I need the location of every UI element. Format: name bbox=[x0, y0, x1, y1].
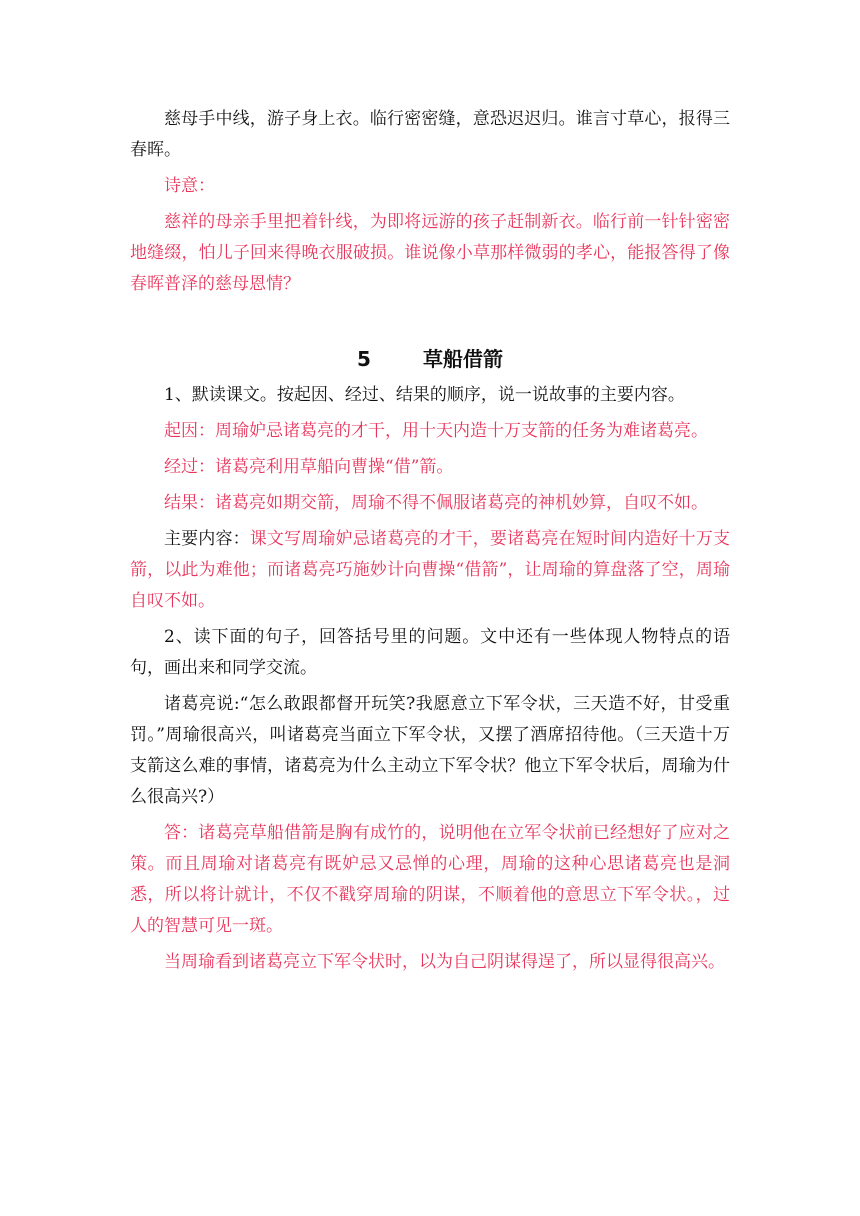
quote-passage: 诸葛亮说:“怎么敢跟都督开玩笑?我愿意立下军令状，三天造不好，甘受重罚。”周瑜很高兴，叫诸葛亮当面立下军令状，又摆了酒席招待他。（三天造十万支箭这么难的事情，诸葛亮为什么主动立下军令状？他立下军令状后，周瑜为什么很高兴?） bbox=[130, 694, 730, 807]
poem-meaning: 慈祥的母亲手里把着针线，为即将远游的孩子赶制新衣。临行前一针针密密地缝缀，怕儿子回来得晚衣服破损。谁说像小草那样微弱的孝心，能报答得了像春晖普泽的慈母恩情？ bbox=[130, 212, 730, 294]
poem-meaning-label: 诗意： bbox=[164, 176, 215, 196]
answer-result: 结果：诸葛亮如期交箭，周瑜不得不佩服诸葛亮的神机妙算，自叹不如。 bbox=[164, 493, 708, 513]
main-content-text: 课文写周瑜妒忌诸葛亮的才干，要诸葛亮在短时间内造好十万支箭，以此为难他；而诸葛亮巧施妙计向曹操“借箭”，让周瑜的算盘落了空，周瑜自叹不如。 bbox=[130, 529, 730, 611]
answer-2-continued: 当周瑜看到诸葛亮立下军令状时，以为自己阴谋得逞了，所以显得很高兴。 bbox=[164, 952, 725, 972]
answer-2: 答：诸葛亮草船借箭是胸有成竹的，说明他在立军令状前已经想好了应对之策。而且周瑜对诸葛亮有既妒忌又忌惮的心理，周瑜的这种心思诸葛亮也是洞悉，所以将计就计，不仅不戳穿周瑜的阴谋，不顺着他的意思立下军令状。，过人的智慧可见一斑。 bbox=[130, 823, 730, 936]
lesson-title bbox=[130, 344, 730, 374]
answer-cause: 起因：周瑜妒忌诸葛亮的才干，用十天内造十万支箭的任务为难诸葛亮。 bbox=[164, 421, 708, 441]
main-content bbox=[130, 524, 730, 617]
lesson-number: 5 bbox=[357, 347, 371, 371]
poem-text: 慈母手中线，游子身上衣。临行密密缝，意恐迟迟归。谁言寸草心，报得三春晖。 bbox=[130, 109, 730, 160]
lesson-title-text: 草船借箭 bbox=[422, 347, 503, 371]
main-content-label: 主要内容： bbox=[164, 529, 250, 549]
question-2: 2、读下面的句子，回答括号里的问题。文中还有一些体现人物特点的语句，画出来和同学交流。 bbox=[130, 627, 730, 678]
question-1: 1、默读课文。按起因、经过、结果的顺序，说一说故事的主要内容。 bbox=[164, 385, 685, 405]
answer-process: 经过：诸葛亮利用草船向曹操“借”箭。 bbox=[164, 457, 454, 477]
